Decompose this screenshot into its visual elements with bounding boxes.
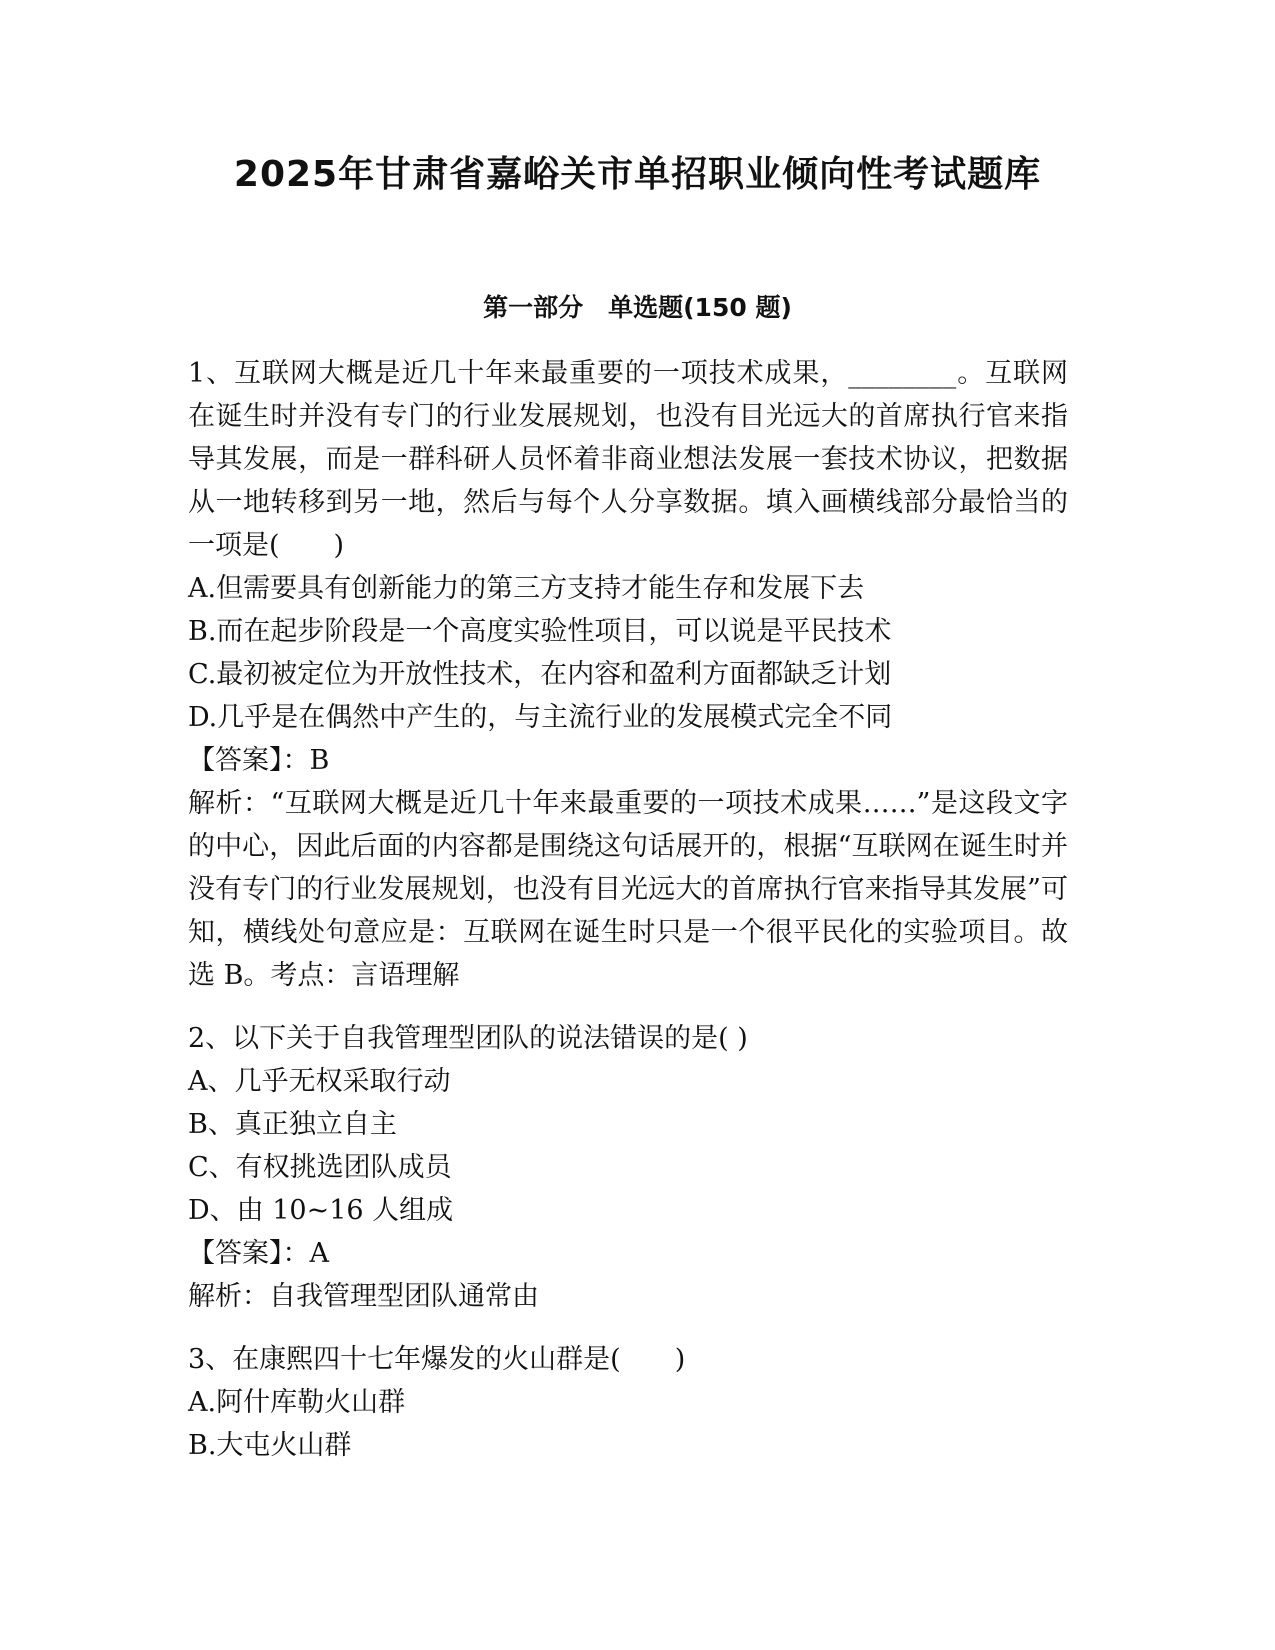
analysis-text: 解析：“互联网大概是近几十年来最重要的一项技术成果……”是这段文字的中心，因此后面的内容都是围绕这句话展开的，根据“互联网在诞生时并没有专门的行业发展规划，也没有目光远大的首席执行官来指导其发展”可知，横线处句意应是：互联网在诞生时只是一个很平民化的实验项目。故选 B。考点：言语理解 [188,788,1068,991]
answer-line: 【答案】：A [188,1238,329,1269]
question-list [188,352,1068,1487]
option-b: B.而在起步阶段是一个高度实验性项目，可以说是平民技术 [188,616,892,647]
section-title: 第一部分 单选题(150 题) [483,293,792,322]
option-d: D.几乎是在偶然中产生的，与主流行业的发展模式完全不同 [188,702,893,733]
option-b: B.大屯火山群 [188,1430,352,1461]
option-a: A.阿什库勒火山群 [188,1387,406,1418]
option-a: A.但需要具有创新能力的第三方支持才能生存和发展下去 [188,573,865,604]
question-stem: 2、以下关于自我管理型团队的说法错误的是( ) [188,1023,748,1054]
question-stem: 3、在康熙四十七年爆发的火山群是( ) [188,1344,686,1375]
option-a: A、几乎无权采取行动 [188,1066,451,1097]
option-c: C、有权挑选团队成员 [188,1152,452,1183]
question-item [188,352,1068,997]
question-item [188,1338,1068,1467]
document-title: 2025年甘肃省嘉峪关市单招职业倾向性考试题库 [233,154,1042,195]
option-d: D、由 10~16 人组成 [188,1195,454,1226]
question-stem: 1、互联网大概是近几十年来最重要的一项技术成果，________。互联网在诞生时并没有专门的行业发展规划，也没有目光远大的首席执行官来指导其发展，而是一群科研人员怀着非商业想法发展一套技术协议，把数据从一地转移到另一地，然后与每个人分享数据。填入画横线部分最恰当的一项是( ) [188,358,1068,561]
option-c: C.最初被定位为开放性技术，在内容和盈利方面都缺乏计划 [188,659,892,690]
answer-line: 【答案】：B [188,745,330,776]
option-b: B、真正独立自主 [188,1109,397,1140]
analysis-text: 解析：自我管理型团队通常由 [188,1281,539,1312]
question-item [188,1017,1068,1318]
